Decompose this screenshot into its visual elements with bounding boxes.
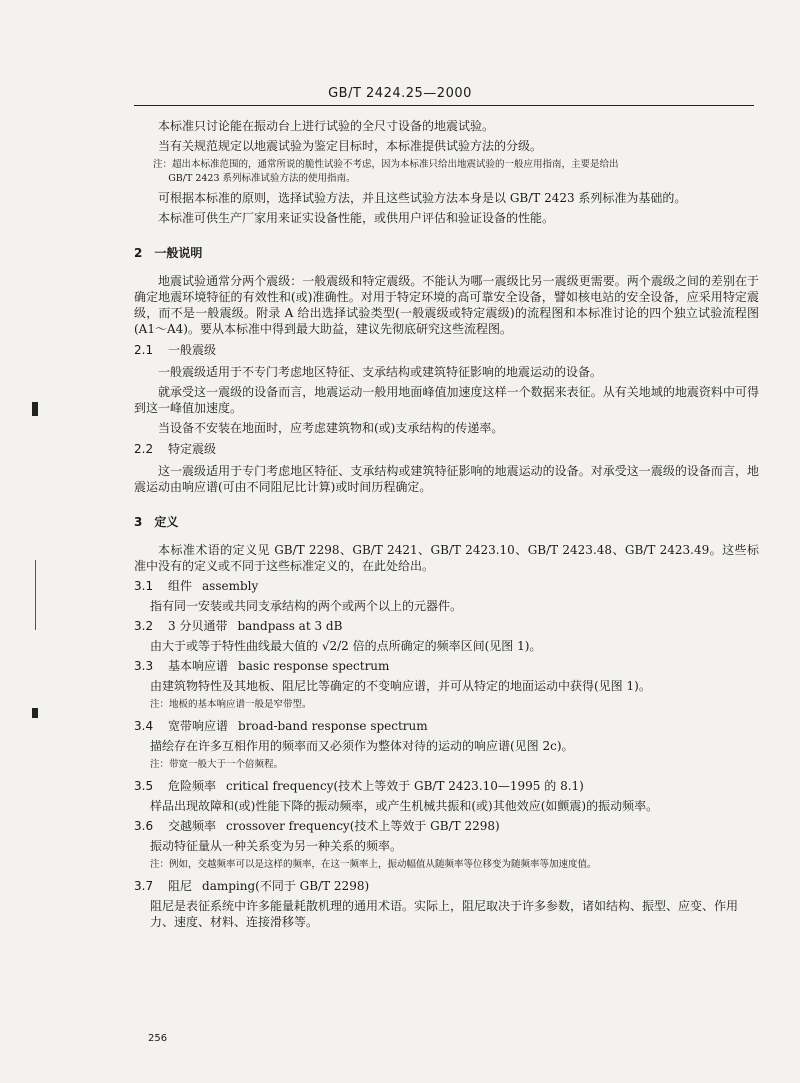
- section-2-paragraph: 地震试验通常分两个震级：一般震级和特定震级。不能认为哪一震级比另一震级更需要。两个震级之间的差别在于确定地震环境特征的有效性和(或)准确性。对用于特定环境的高可靠安全设备，譬如核电站的安全设备，应采用特定震级，而不是一般震级。附录 A 给出选择试验类型(一般震级或特定震级)的流程图和本标准讨论的四个独立试验流程图(A1～A4)。要从本标准中得到最大助益，建议先彻底研究这些流程图。: [134, 274, 759, 336]
- term-english: crossover frequency(技术上等效于 GB/T 2298): [226, 819, 500, 833]
- subsection-2-1-paragraph: 当设备不安装在地面时，应考虑建筑物和(或)支承结构的传递率。: [158, 421, 504, 435]
- definition-term: [134, 818, 759, 834]
- body-text: [134, 118, 759, 934]
- term-note: 注：带宽一般大于一个倍频程。: [150, 759, 284, 770]
- intro-note: [134, 158, 759, 186]
- intro-paragraph: 本标准可供生产厂家用来证实设备性能，或供用户评估和验证设备的性能。: [158, 211, 555, 225]
- subsection-number: 2.2: [134, 442, 154, 456]
- subsection-title: 特定震级: [168, 442, 217, 456]
- term-number: 3.2: [134, 619, 154, 633]
- scan-margin-mark: [32, 402, 38, 416]
- definition-term: [134, 658, 759, 674]
- standard-code-header: GB/T 2424.25—2000: [328, 86, 472, 101]
- term-number: 3.7: [134, 879, 154, 893]
- term-definition: 描绘存在许多互相作用的频率而又必须作为整体对待的运动的响应谱(见图 2c)。: [150, 739, 574, 753]
- term-english: basic response spectrum: [238, 659, 390, 673]
- section-3-paragraph: 本标准术语的定义见 GB/T 2298、GB/T 2421、GB/T 2423.10、GB/T 2423.48、GB/T 2423.49。这些标准中没有的定义或不同于这些标准定义的，在此处给出。: [134, 543, 759, 573]
- term-definition: 由建筑物特性及其地板、阻尼比等确定的不变响应谱，并可从特定的地面运动中获得(见图 1)。: [150, 679, 651, 693]
- subsection-title: 一般震级: [168, 343, 217, 357]
- term-definition: 振动特征量从一种关系变为另一种关系的频率。: [150, 839, 403, 853]
- definitions-list: [134, 578, 759, 930]
- term-chinese: 阻尼: [168, 879, 193, 893]
- term-definition: 由大于或等于特性曲线最大值的 √2/2 倍的点所确定的频率区间(见图 1)。: [150, 639, 542, 653]
- section-2-heading: 2 一般说明: [134, 246, 203, 260]
- term-definition: 阻尼是表征系统中许多能量耗散机理的通用术语。实际上，阻尼取决于许多参数，诸如结构、振型、应变、作用力、速度、材料、连接滑移等。: [150, 899, 739, 929]
- intro-paragraph: 当有关规范规定以地震试验为鉴定目标时，本标准提供试验方法的分级。: [158, 139, 543, 153]
- term-english: damping(不同于 GB/T 2298): [202, 879, 370, 893]
- term-english: bandpass at 3 dB: [237, 619, 343, 633]
- term-english: critical frequency(技术上等效于 GB/T 2423.10—1995 的 8.1): [226, 779, 584, 793]
- term-chinese: 交越频率: [168, 819, 217, 833]
- term-note: 注：地板的基本响应谱一般是窄带型。: [150, 699, 312, 710]
- term-number: 3.3: [134, 659, 154, 673]
- term-chinese: 宽带响应谱: [168, 719, 229, 733]
- term-english: assembly: [202, 579, 259, 593]
- term-number: 3.1: [134, 579, 154, 593]
- scan-margin-line: [35, 560, 36, 630]
- definition-term: [134, 578, 759, 594]
- section-3-heading: 3 定义: [134, 515, 179, 529]
- term-chinese: 组件: [168, 579, 193, 593]
- page-number: 256: [148, 1033, 168, 1044]
- term-number: 3.6: [134, 819, 154, 833]
- subsection-2-2-paragraph: 这一震级适用于专门考虑地区特征、支承结构或建筑特征影响的地震运动的设备。对承受这一震级的设备而言，地震运动由响应谱(可由不同阻尼比计算)或时间历程确定。: [134, 464, 759, 494]
- term-chinese: 危险频率: [168, 779, 217, 793]
- definition-term: [134, 878, 759, 894]
- term-note: 注：例如，交越频率可以是这样的频率，在这一频率上，振动幅值从随频率等位移变为随频率等加速度值。: [150, 859, 597, 870]
- term-number: 3.4: [134, 719, 154, 733]
- term-number: 3.5: [134, 779, 154, 793]
- term-english: broad-band response spectrum: [238, 719, 428, 733]
- subsection-2-2-heading: [134, 440, 759, 457]
- subsection-2-1-paragraph: 一般震级适用于不专门考虑地区特征、支承结构或建筑特征影响的地震运动的设备。: [158, 365, 603, 379]
- intro-paragraph: 可根据本标准的原则，选择试验方法，并且这些试验方法本身是以 GB/T 2423 系列标准为基础的。: [158, 191, 687, 205]
- definition-term: [134, 778, 759, 794]
- header-rule: [134, 105, 754, 106]
- intro-paragraph: 本标准只讨论能在振动台上进行试验的全尺寸设备的地震试验。: [158, 119, 495, 133]
- definition-term: [134, 618, 759, 634]
- term-definition: 指有同一安装或共同支承结构的两个或两个以上的元器件。: [150, 599, 463, 613]
- subsection-2-1-paragraph: 就承受这一震级的设备而言，地震运动一般用地面峰值加速度这样一个数据来表征。从有关地域的地震资料中可得到这一峰值加速度。: [134, 385, 759, 415]
- definition-term: [134, 718, 759, 734]
- subsection-number: 2.1: [134, 343, 154, 357]
- intro-note-line: 注：超出本标准范围的，通常所说的脆性试验不考虑，因为本标准只给出地震试验的一般应用指南，主要是给出: [153, 159, 619, 170]
- term-definition: 样品出现故障和(或)性能下降的振动频率，或产生机械共振和(或)其他效应(如颤震)的振动频率。: [150, 799, 659, 813]
- term-chinese: 3 分贝通带: [168, 619, 228, 633]
- scan-margin-mark: [32, 708, 38, 718]
- intro-note-line: GB/T 2423 系列标准试验方法的使用指南。: [168, 173, 356, 184]
- subsection-2-1-heading: [134, 341, 759, 358]
- term-chinese: 基本响应谱: [168, 659, 229, 673]
